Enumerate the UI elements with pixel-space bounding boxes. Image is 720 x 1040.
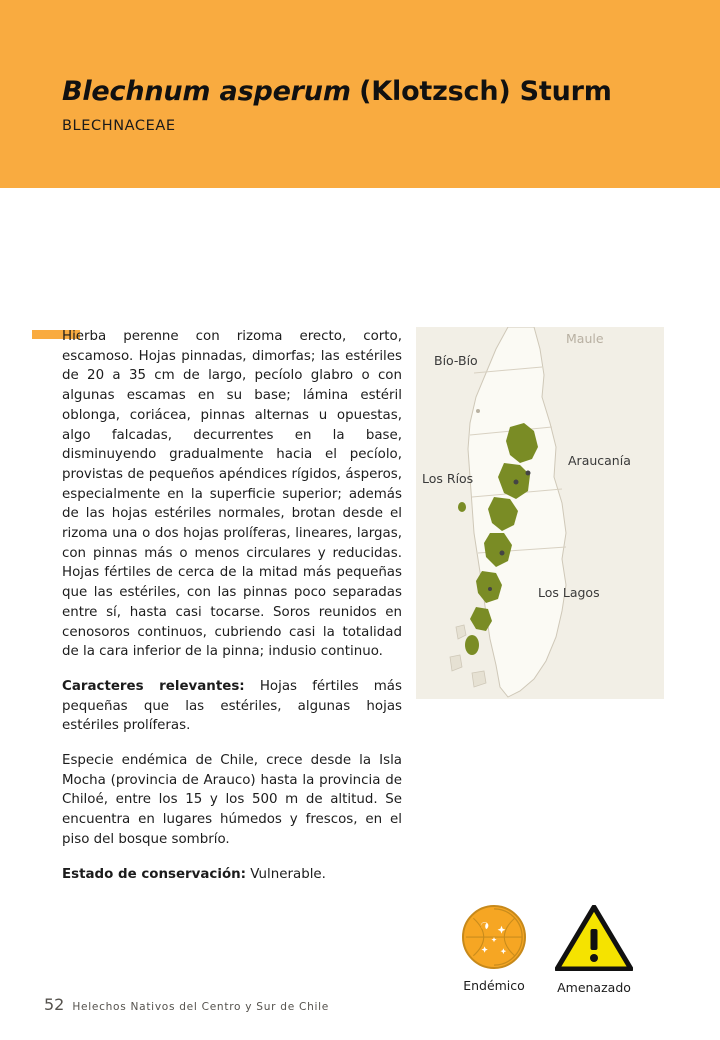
warning-triangle-icon: [555, 905, 633, 971]
status-icon-group: [416, 905, 664, 1000]
species-name: Blechnum asperum: [62, 76, 351, 107]
threatened-label: Amenazado: [557, 980, 631, 995]
relevant-characters-paragraph: [62, 677, 402, 736]
relevant-characters-text: Hojas fértiles más pequeñas que las estériles, algunas hojas estériles prolíferas.: [62, 678, 402, 734]
page-number: 52: [44, 995, 65, 1014]
relevant-characters-label: Caracteres relevantes:: [62, 678, 245, 694]
endemic-sun-icon: [462, 905, 526, 969]
conservation-value: Vulnerable.: [246, 866, 326, 882]
map-label-maule: Maule: [566, 331, 604, 346]
map-label-biobio: Bío-Bío: [434, 353, 478, 368]
map-label-los-rios: Los Ríos: [422, 471, 474, 486]
conservation-label: Estado de conservación:: [62, 866, 247, 882]
book-title: Helechos Nativos del Centro y Sur de Chile: [72, 1001, 329, 1013]
description-paragraph: Hierba perenne con rizoma erecto, corto, escamoso. Hojas pinnadas, dimorfas; las estériles de 20 a 35 cm de largo, pecíolo glabro o con algunas escamas en su base; lámina estéril oblonga, coriácea, pinnas alternas u opuestas, algo falcadas, decurrentes en la base, disminuyendo gradualmente hacia el pecíolo, provistas de pequeños apéndices rígidos, ásperos, especialmente en la superficie superior; además de las hojas estériles normales, brotan desde el rizoma una o dos hojas prolíferas, lineares, largas, con pinnas más o menos circulares y reducidas. Hojas fértiles de cerca de la mitad más pequeñas que las estériles, con las pinnas poco separadas entre sí, hasta casi tocarse. Soros reunidos en cenosoros continuos, cubriendo casi la totalidad de la cara inferior de la pinna; indusio continuo.: [62, 329, 402, 660]
page-title: [62, 76, 612, 107]
threatened-status: [528, 905, 660, 995]
species-authority: (Klotzsch) Sturm: [359, 76, 612, 107]
map-label-los-lagos: Los Lagos: [538, 585, 600, 600]
endemic-label: Endémico: [463, 978, 525, 993]
distribution-map: [416, 327, 664, 699]
map-graphic: [416, 327, 664, 699]
map-label-araucania: Araucanía: [568, 453, 631, 468]
family-name: BLECHNACEAE: [62, 118, 176, 134]
footer: [44, 995, 329, 1014]
distribution-paragraph: Especie endémica de Chile, crece desde la Isla Mocha (provincia de Arauco) hasta la provincia de Chiloé, entre los 15 y los 500 m de altitud. Se encuentra en lugares húmedos y frescos, en el piso del bosque sombrío.: [62, 753, 402, 847]
conservation-paragraph: [62, 865, 402, 885]
description-column: [62, 327, 402, 884]
